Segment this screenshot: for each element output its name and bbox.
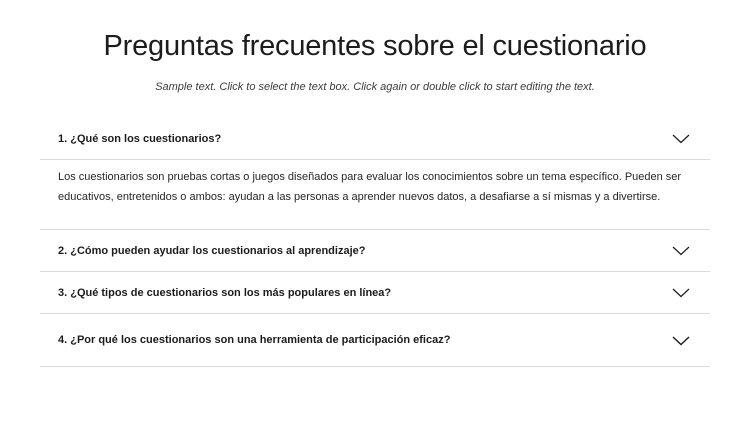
chevron-down-icon[interactable] xyxy=(672,336,690,346)
faq-bottom-divider xyxy=(40,366,710,367)
chevron-down-icon[interactable] xyxy=(672,246,690,256)
faq-answer-1 xyxy=(40,159,710,229)
faq-item-4 xyxy=(40,313,710,365)
faq-question-label-1: 1. ¿Qué son los cuestionarios? xyxy=(58,133,222,146)
faq-accordion xyxy=(0,118,750,366)
chevron-down-icon[interactable] xyxy=(672,134,690,144)
faq-answer-text-1: Los cuestionarios son pruebas cortas o juegos diseñados para evaluar los conocimientos sobre un tema específico. Pueden ser educativos, entretenidos o ambos: ayudan a las personas a aprender nuevos datos, a desafiarse a sí mismas y a divertirse. xyxy=(58,171,682,203)
faq-item-1 xyxy=(40,118,710,229)
faq-question-row-1[interactable] xyxy=(40,118,710,159)
faq-question-label-3: 3. ¿Qué tipos de cuestionarios son los más populares en línea? xyxy=(58,287,392,300)
faq-question-row-2[interactable] xyxy=(40,230,710,271)
faq-item-2 xyxy=(40,229,710,271)
faq-question-row-4[interactable] xyxy=(40,314,710,365)
faq-item-3 xyxy=(40,271,710,313)
faq-question-label-4: 4. ¿Por qué los cuestionarios son una herramienta de participación eficaz? xyxy=(58,334,451,347)
page-subtitle: Sample text. Click to select the text box. Click again or double click to start editing the text. xyxy=(155,80,595,93)
faq-question-row-3[interactable] xyxy=(40,272,710,313)
page-title: Preguntas frecuentes sobre el cuestionario xyxy=(103,30,647,62)
chevron-down-icon[interactable] xyxy=(672,288,690,298)
faq-question-label-2: 2. ¿Cómo pueden ayudar los cuestionarios al aprendizaje? xyxy=(58,244,366,257)
